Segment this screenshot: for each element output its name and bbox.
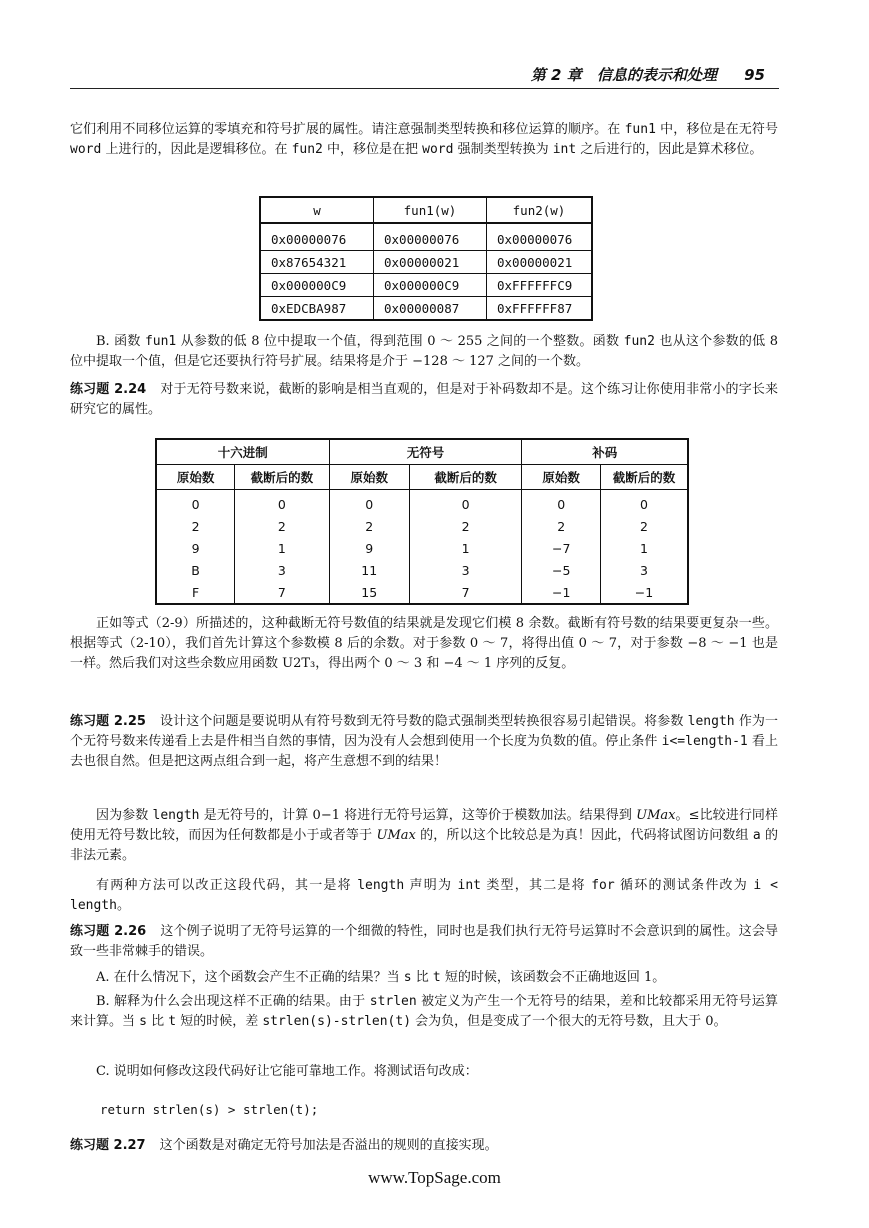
column-header: 原始数: [156, 465, 235, 490]
table-cell: 0xFFFFFF87: [487, 297, 593, 321]
text: 从参数的低 8 位中提取一个值，得到范围 0 ～ 255 之间的一个整数。函数: [176, 334, 624, 349]
exercise-text: 这个函数是对确定无符号加法是否溢出的规则的直接实现。: [159, 1138, 498, 1153]
modulo-explanation: 正如等式（2-9）所描述的，这种截断无符号数值的结果就是发现它们模 8 余数。截断有符号数的结果要更复杂一些。根据等式（2-10），我们首先计算这个参数模 8 后的余数。对于参数 0 ～ 7，将得出值 0 ～ 7，对于参数 −8 ～ −1 也是一样。然后我们对这些余数应用函数 U2T₃，得出两个 0 ～ 3 和 −4 ～ 1 序列的反复。: [70, 616, 778, 671]
table-cell: −1: [522, 581, 600, 604]
code: fun2: [291, 142, 323, 157]
code: s: [139, 1014, 147, 1029]
code: length: [687, 714, 735, 729]
table-cell: B: [156, 559, 235, 581]
chapter-number: 第 2 章: [530, 66, 582, 84]
answer-a-paragraph: [70, 968, 778, 988]
text: 循环的测试条件改为: [614, 878, 754, 893]
table-row: [156, 490, 688, 516]
answer-b-strlen-paragraph: [70, 992, 778, 1032]
table-cell: 9: [329, 537, 409, 559]
table-cell: 0: [156, 490, 235, 516]
code: strlen: [369, 994, 417, 1009]
table-cell: −5: [522, 559, 600, 581]
table-cell: 2: [329, 515, 409, 537]
group-header-row: [156, 439, 688, 465]
table-cell: 3: [235, 559, 329, 581]
table-cell: 7: [409, 581, 522, 604]
code: fun2: [623, 334, 655, 349]
table-cell: 2: [409, 515, 522, 537]
chapter-title: 信息的表示和处理: [596, 66, 717, 84]
text: 中，移位是在无符号: [655, 122, 778, 137]
code: t: [432, 970, 441, 985]
exercise-label: 练习题 2.26: [70, 924, 147, 939]
length-explanation: [70, 806, 778, 866]
text: 短的时候，差: [176, 1014, 263, 1029]
running-header: [70, 62, 779, 89]
exercise-2-26: [70, 922, 778, 962]
table-cell: 1: [409, 537, 522, 559]
table-row: [260, 223, 592, 251]
exercise-text: 对于无符号数来说，截断的影响是相当直观的，但是对于补码数却不是。这个练习让你使用非常小的字长来研究它的属性。: [70, 382, 778, 417]
code: i < length: [70, 878, 779, 913]
table-row: [156, 581, 688, 604]
text: 是无符号的，计算 0−1 将进行无符号运算，这等价于模数加法。结果得到: [199, 808, 637, 823]
header-text: [531, 64, 765, 85]
code: length: [152, 808, 200, 823]
text: 短的时候，该函数会不正确地返回 1。: [440, 970, 666, 985]
text: 声明为: [404, 878, 458, 893]
exercise-text: 这个例子说明了无符号运算的一个细微的特性，同时也是我们执行无符号运算时不会意识到的属性。这会导致一些非常棘手的错误。: [70, 924, 778, 959]
text: 被定义为产生一个无符号的结果，差和比较都采用无符号运算来计算。当: [70, 994, 779, 1029]
exercise-2-25: [70, 712, 778, 772]
text: 。≤比较进行同样使用无符号数比较，而因为任何数都是小于或者等于: [70, 808, 778, 843]
table-cell: 0x00000076: [260, 223, 374, 251]
subheader-row: [156, 465, 688, 490]
table-cell: 0x00000076: [487, 223, 593, 251]
table-cell: F: [156, 581, 235, 604]
text: 的非法元素。: [70, 828, 779, 863]
table-cell: 3: [409, 559, 522, 581]
table-cell: 2: [156, 515, 235, 537]
text: 看上去也很自然。但是把这两点组合到一起，将产生意想不到的结果！: [70, 734, 778, 769]
table-cell: 0: [235, 490, 329, 516]
code: length: [357, 878, 405, 893]
text: 中，移位是在把: [322, 142, 423, 157]
code: strlen(s)-strlen(t): [262, 1014, 412, 1029]
table-cell: 3: [600, 559, 688, 581]
exercise-2-27: [70, 1136, 778, 1156]
code: i<=length-1: [661, 734, 748, 749]
group-header: 十六进制: [156, 439, 329, 465]
code: s: [403, 970, 412, 985]
table-cell: 0x00000076: [374, 223, 487, 251]
text: 上进行的，因此是逻辑移位。在: [101, 142, 292, 157]
table-cell: 1: [600, 537, 688, 559]
text: 也从这个参数的低 8 位中提取一个值，但是它还要执行符号扩展。结果将是介于 −128 ～ 127 之间的一个数。: [70, 334, 778, 369]
table-cell: 0xEDCBA987: [260, 297, 374, 321]
text: 有两种方法可以改正这段代码，其一是将: [96, 878, 358, 893]
table-cell: 0x00000021: [487, 251, 593, 274]
text: 作为一个无符号数来传递看上去是件相当自然的事情，因为没有人会想到使用一个长度为负数的值。停止条件: [70, 714, 778, 749]
group-header: 无符号: [329, 439, 522, 465]
code-line: return strlen(s) > strlen(t);: [100, 1102, 319, 1117]
table-row: [156, 515, 688, 537]
group-header: 补码: [522, 439, 688, 465]
text: A. 在什么情况下，这个函数会产生不正确的结果？当: [96, 970, 404, 985]
text: 比: [146, 1014, 169, 1029]
table-cell: −1: [600, 581, 688, 604]
exercise-2-24: [70, 380, 778, 420]
code: int: [457, 878, 481, 893]
table-row: [156, 537, 688, 559]
table-cell: 1: [235, 537, 329, 559]
table-row: [260, 251, 592, 274]
text: 它们利用不同移位运算的零填充和符号扩展的属性。请注意强制类型转换和移位运算的顺序。在: [70, 122, 625, 137]
answer-c-paragraph: C. 说明如何修改这段代码好让它能可靠地工作。将测试语句改成：: [96, 1064, 478, 1079]
code: t: [168, 1014, 177, 1029]
fix-explanation: [70, 876, 778, 916]
column-header: 截断后的数: [409, 465, 522, 490]
column-header: fun2(w): [487, 197, 593, 223]
code: fun1: [144, 334, 177, 349]
column-header: 原始数: [329, 465, 409, 490]
table-row: [260, 274, 592, 297]
table-row: [156, 559, 688, 581]
exercise-label: 练习题 2.24: [70, 382, 147, 397]
table-cell: 11: [329, 559, 409, 581]
table-cell: 0x000000C9: [260, 274, 374, 297]
truncation-table: [155, 438, 689, 605]
page-number: 95: [744, 66, 765, 84]
footer-url: www.TopSage.com: [368, 1168, 501, 1187]
text: 类型，其二是将: [481, 878, 592, 893]
intro-paragraph: [70, 120, 778, 160]
table-cell: 0: [600, 490, 688, 516]
umax-term: UMax: [636, 808, 676, 823]
code: int: [552, 142, 577, 157]
code: word: [70, 142, 102, 157]
table-cell: 0xFFFFFFC9: [487, 274, 593, 297]
table-cell: 0x00000087: [374, 297, 487, 321]
text: 。: [116, 898, 130, 913]
text: 强制类型转换为: [453, 142, 553, 157]
text: 比: [411, 970, 433, 985]
table-cell: −7: [522, 537, 600, 559]
code: for: [591, 878, 615, 893]
table-cell: 7: [235, 581, 329, 604]
table-cell: 0: [329, 490, 409, 516]
table-cell: 9: [156, 537, 235, 559]
code: fun1: [624, 122, 656, 137]
table-cell: 2: [600, 515, 688, 537]
text: 之后进行的，因此是算术移位。: [576, 142, 763, 157]
table-cell: 2: [235, 515, 329, 537]
column-header: fun1(w): [374, 197, 487, 223]
shift-results-table: [259, 196, 593, 321]
table-cell: 0: [522, 490, 600, 516]
table-row: [260, 297, 592, 321]
table-cell: 2: [522, 515, 600, 537]
table-cell: 0x00000021: [374, 251, 487, 274]
text: 设计这个问题是要说明从有符号数到无符号数的隐式强制类型转换很容易引起错误。将参数: [159, 714, 688, 729]
text: B. 函数: [96, 334, 145, 349]
text: 因为参数: [96, 808, 153, 823]
umax-term: UMax: [376, 828, 416, 843]
text: B. 解释为什么会出现这样不正确的结果。由于: [96, 994, 370, 1009]
table-cell: 0x000000C9: [374, 274, 487, 297]
column-header: 原始数: [522, 465, 600, 490]
exercise-label: 练习题 2.27: [70, 1138, 146, 1153]
table-header-row: [260, 197, 592, 223]
answer-b-paragraph: [70, 332, 778, 372]
exercise-label: 练习题 2.25: [70, 714, 146, 729]
text: 的，所以这个比较总是为真！因此，代码将试图访问数组: [415, 828, 753, 843]
column-header: w: [260, 197, 374, 223]
code: a: [752, 828, 761, 843]
text: 会为负，但是变成了一个很大的无符号数，且大于 0。: [411, 1014, 727, 1029]
column-header: 截断后的数: [235, 465, 329, 490]
table-cell: 0: [409, 490, 522, 516]
code: word: [422, 142, 454, 157]
table-cell: 15: [329, 581, 409, 604]
table-cell: 0x87654321: [260, 251, 374, 274]
column-header: 截断后的数: [600, 465, 688, 490]
